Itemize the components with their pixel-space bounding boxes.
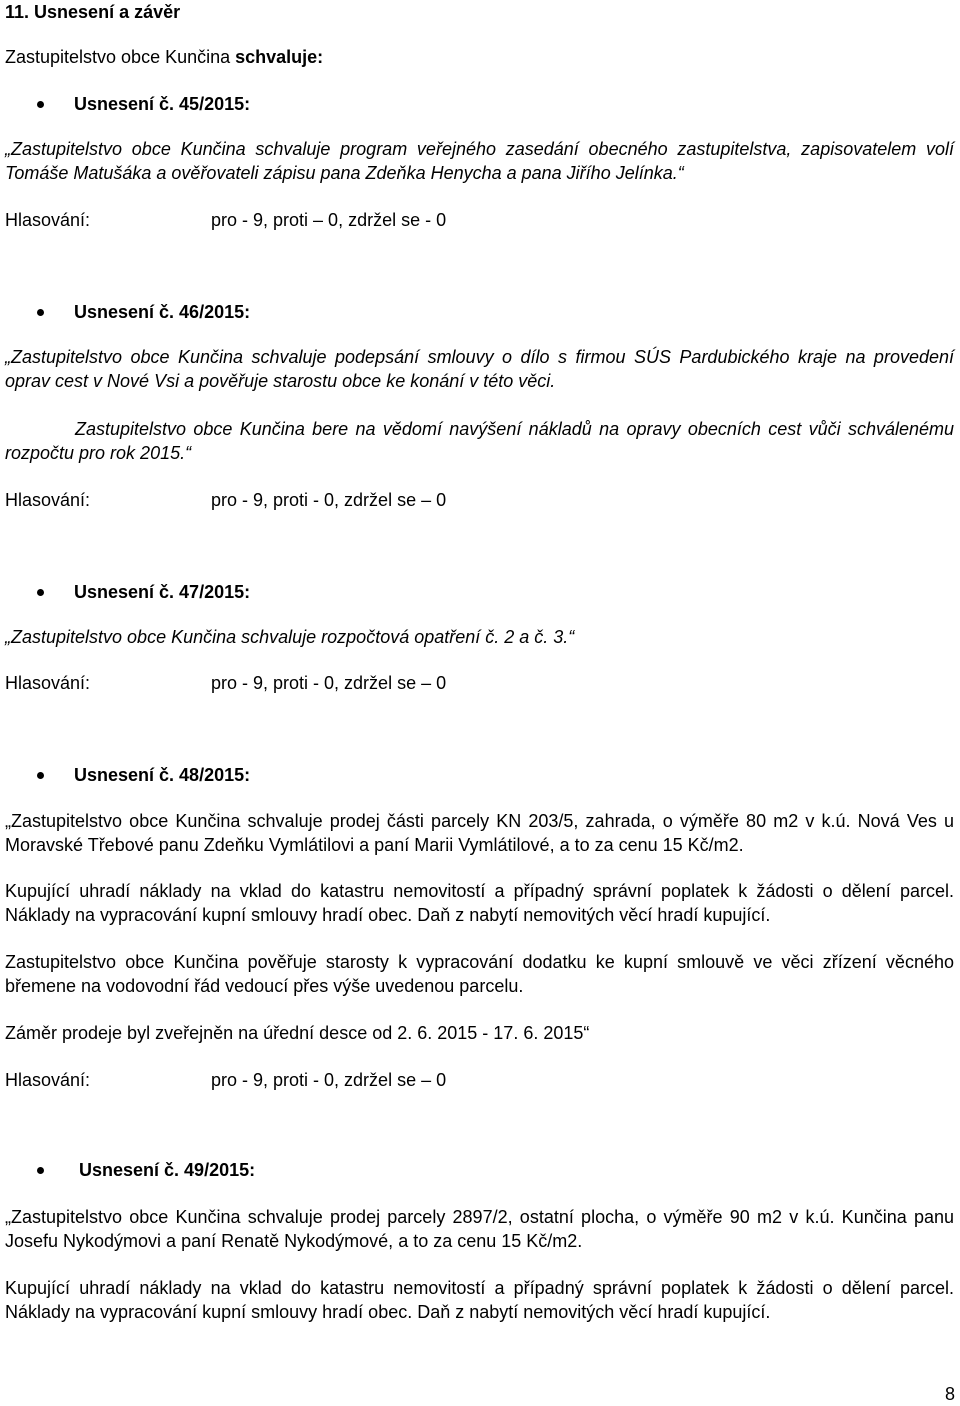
- resolution-45-heading: Usnesení č. 45/2015:: [74, 94, 251, 114]
- bullet-icon: [37, 101, 44, 108]
- resolution-45-vote: pro - 9, proti – 0, zdržel se - 0: [211, 210, 447, 230]
- section-intro-bold: schvaluje:: [235, 47, 324, 67]
- resolution-46-text-1: „Zastupitelstvo obce Kunčina schvaluje podepsání smlouvy o dílo s firmou SÚS Pardubického kraje na provedení oprav cest v Nové Vsi a pověřuje starostu obce ke konání v této věci.: [5, 347, 954, 391]
- vote-label: Hlasování:: [5, 210, 91, 230]
- resolution-48-text-2: Kupující uhradí náklady na vklad do katastru nemovitostí a případný správní poplatek k žádosti o dělení parcel. Náklady na vypracování kupní smlouvy hradí obec. Daň z nabytí nemovitých věcí hradí kupující.: [5, 881, 954, 925]
- vote-label: Hlasování:: [5, 490, 91, 510]
- resolution-48-text-4: Záměr prodeje byl zveřejněn na úřední desce od 2. 6. 2015 - 17. 6. 2015“: [5, 1023, 590, 1043]
- resolution-47-vote: pro - 9, proti - 0, zdržel se – 0: [211, 673, 447, 693]
- bullet-icon: [37, 589, 44, 596]
- resolution-48-text-1: „Zastupitelstvo obce Kunčina schvaluje prodej části parcely KN 203/5, zahrada, o výměře 80 m2 v k.ú. Nová Ves u Moravské Třebové panu Zdeňku Vymlátilovi a paní Marii Vymlátilové, a to za cenu 15 Kč/m2.: [5, 811, 954, 855]
- bullet-icon: [37, 309, 44, 316]
- resolution-48-vote: pro - 9, proti - 0, zdržel se – 0: [211, 1070, 447, 1090]
- resolution-46-heading: Usnesení č. 46/2015:: [74, 302, 251, 322]
- vote-label: Hlasování:: [5, 673, 91, 693]
- section-heading: 11. Usnesení a závěr: [5, 2, 181, 22]
- resolution-47-text: „Zastupitelstvo obce Kunčina schvaluje rozpočtová opatření č. 2 a č. 3.“: [5, 627, 575, 647]
- resolution-46-text-2: Zastupitelstvo obce Kunčina bere na vědomí navýšení nákladů na opravy obecních cest vůči schválenému rozpočtu pro rok 2015.“: [5, 419, 954, 463]
- bullet-icon: [37, 1167, 44, 1174]
- resolution-46-vote: pro - 9, proti - 0, zdržel se – 0: [211, 490, 447, 510]
- section-intro: [5, 45, 954, 69]
- page-number: 8: [944, 1384, 955, 1404]
- bullet-icon: [37, 772, 44, 779]
- vote-label: Hlasování:: [5, 1070, 91, 1090]
- resolution-45-text: „Zastupitelstvo obce Kunčina schvaluje program veřejného zasedání obecného zastupitelstva, zapisovatelem volí Tomáše Matušáka a ověřovateli zápisu pana Zdeňka Henycha a pana Jiřího Jelínka.“: [5, 139, 954, 183]
- resolution-47-heading: Usnesení č. 47/2015:: [74, 582, 251, 602]
- resolution-49-text-1: „Zastupitelstvo obce Kunčina schvaluje prodej parcely 2897/2, ostatní plocha, o výměře 90 m2 v k.ú. Kunčina panu Josefu Nykodýmovi a paní Renatě Nykodýmové, a to za cenu 15 Kč/m2.: [5, 1207, 954, 1251]
- resolution-48-heading: Usnesení č. 48/2015:: [74, 765, 251, 785]
- resolution-49-text-2: Kupující uhradí náklady na vklad do katastru nemovitostí a případný správní poplatek k žádosti o dělení parcel. Náklady na vypracování kupní smlouvy hradí obec. Daň z nabytí nemovitých věcí hradí kupující.: [5, 1278, 954, 1322]
- section-intro-text: Zastupitelstvo obce Kunčina: [5, 47, 236, 67]
- resolution-49-heading: Usnesení č. 49/2015:: [79, 1160, 256, 1180]
- resolution-48-text-3: Zastupitelstvo obce Kunčina pověřuje starosty k vypracování dodatku ke kupní smlouvě ve věci zřízení věcného břemene na vodovodní řád vedoucí přes výše uvedenou parcelu.: [5, 952, 954, 996]
